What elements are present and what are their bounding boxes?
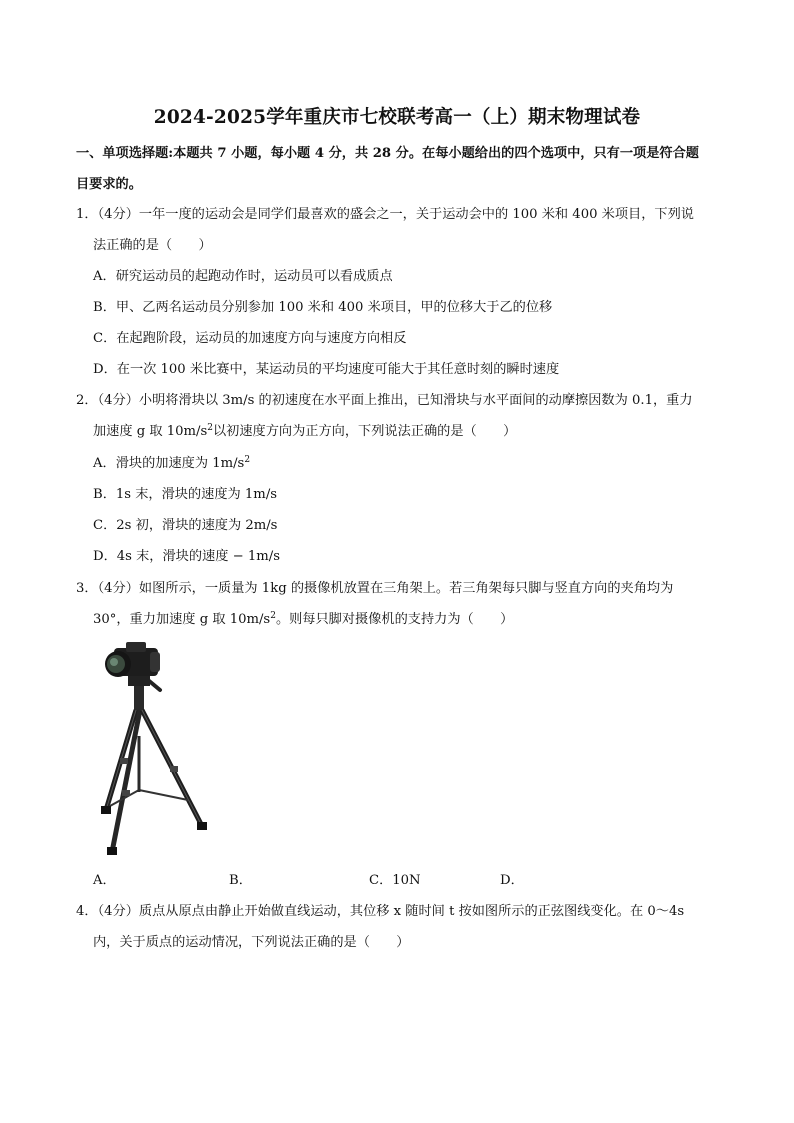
center-column <box>134 686 144 712</box>
question-3-option-a: A． <box>93 873 116 888</box>
question-3-stem-text-cont: 。则每只脚对摄像机的支持力为（ ） <box>275 612 514 627</box>
question-3-option-b: B． <box>229 873 252 888</box>
question-1-stem-line1: 1．（4分）一年一度的运动会是同学们最喜欢的盛会之一，关于运动会中的 100 米和 400 米项目，下列说 <box>76 207 694 222</box>
question-3-stem-text: 30°，重力加速度 g 取 10m/s <box>93 612 271 627</box>
question-1-option-a: A．研究运动员的起跑动作时，运动员可以看成质点 <box>93 269 393 284</box>
superscript: 2 <box>270 611 276 621</box>
superscript: 2 <box>244 455 251 465</box>
question-2-stem-text-cont: 以初速度方向为正方向，下列说法正确的是（ ） <box>213 424 517 439</box>
question-1-option-d: D．在一次 100 米比赛中，某运动员的平均速度可能大于其任意时刻的瞬时速度 <box>93 362 560 377</box>
page-title: 2024-2025学年重庆市七校联考高一（上）期末物理试卷 <box>153 107 641 128</box>
tripod-foot <box>197 822 207 830</box>
section-heading-line2: 目要求的。 <box>76 177 142 192</box>
camera-viewfinder <box>126 642 146 652</box>
question-1-option-c: C．在起跑阶段，运动员的加速度方向与速度方向相反 <box>93 331 407 346</box>
question-2-option-a <box>93 455 250 473</box>
question-2-option-b: B．1s 末，滑块的速度为 1m/s <box>93 487 278 502</box>
question-2-option-c: C．2s 初，滑块的速度为 2m/s <box>93 518 278 533</box>
question-2-option-d: D．4s 末，滑块的速度 − 1m/s <box>93 549 280 564</box>
lens-highlight <box>110 658 118 666</box>
question-4-stem-line1: 4．（4分）质点从原点由静止开始做直线运动，其位移 x 随时间 t 按如图所示的正弦图线变化。在 0～4s <box>76 904 685 919</box>
question-3-option-d: D． <box>500 873 524 888</box>
question-3-stem-line2 <box>93 611 513 629</box>
camera-grip <box>150 652 160 672</box>
question-2-option-a-text: A．滑块的加速度为 1m/s <box>93 456 245 471</box>
tripod-foot <box>107 847 117 855</box>
leg-lock <box>122 790 130 796</box>
question-2-stem-line1: 2．（4分）小明将滑块以 3m/s 的初速度在水平面上推出，已知滑块与水平面间的动摩擦因数为 0.1，重力 <box>76 393 693 408</box>
tripod-foot <box>101 806 111 814</box>
leg-lock <box>120 758 128 764</box>
leg-spreader <box>139 790 188 800</box>
question-1-option-b: B．甲、乙两名运动员分别参加 100 米和 400 米项目，甲的位移大于乙的位移 <box>93 300 553 315</box>
question-4-stem-line2: 内，关于质点的运动情况，下列说法正确的是（ ） <box>93 935 410 950</box>
question-2-stem-line2 <box>93 423 516 441</box>
tripod-camera-image <box>92 640 216 858</box>
question-3-stem-line1: 3．（4分）如图所示，一质量为 1kg 的摄像机放置在三角架上。若三角架每只脚与竖直方向的夹角均为 <box>76 581 674 596</box>
question-2-stem-text: 加速度 g 取 10m/s <box>93 424 208 439</box>
section-heading-line1: 一、单项选择题:本题共 7 小题，每小题 4 分，共 28 分。在每小题给出的四个选项中，只有一项是符合题 <box>76 146 699 161</box>
question-1-stem-line2: 法正确的是（ ） <box>93 238 212 253</box>
leg-lock <box>170 766 178 772</box>
question-3-option-c: C．10N <box>369 873 421 888</box>
superscript: 2 <box>207 423 213 433</box>
